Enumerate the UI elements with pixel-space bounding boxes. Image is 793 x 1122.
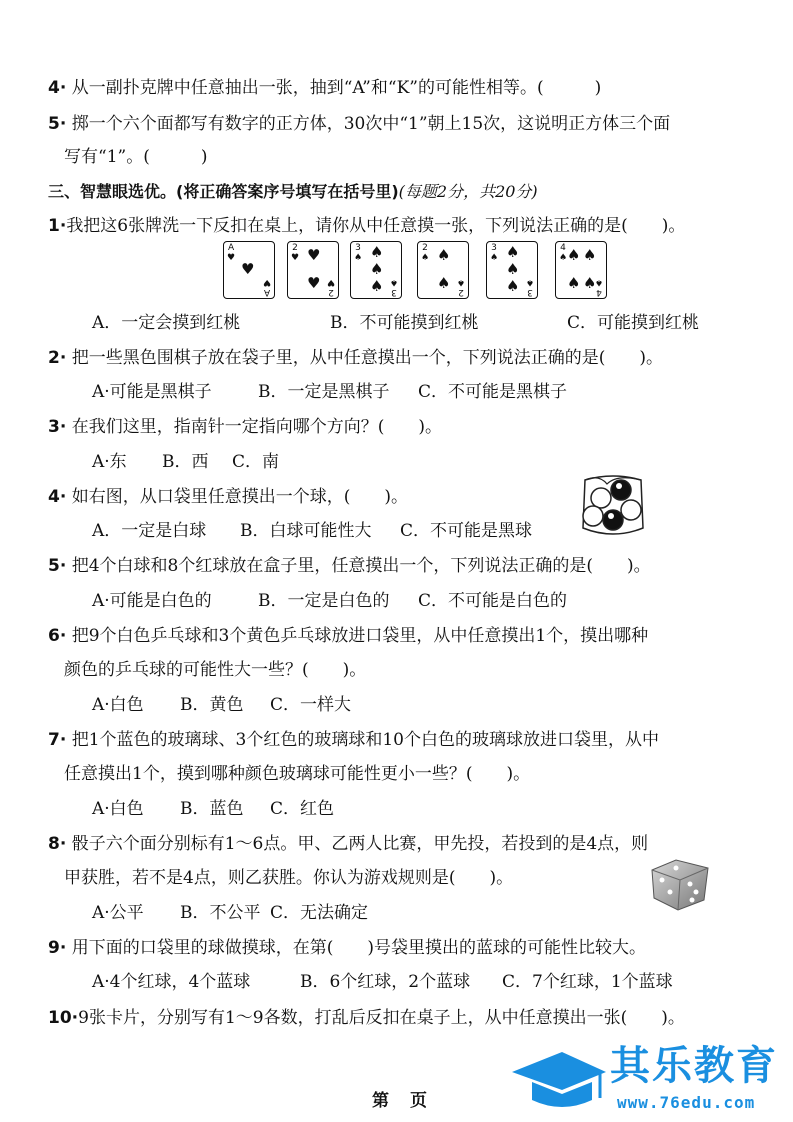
question-3: 3· 在我们这里，指南针一定指向哪个方向？( )。 xyxy=(48,417,442,437)
option-b: B．6个红球，2个蓝球 xyxy=(300,972,471,992)
question-number: 1 xyxy=(48,216,60,236)
question-number: 5 xyxy=(48,114,60,134)
option-c: C．可能摸到红桃 xyxy=(567,313,700,333)
question-1: 1·我把这6张牌洗一下反扣在桌上，请你从中任意摸一张，下列说法正确的是( )。 xyxy=(48,216,686,236)
playing-card: 2 ♥ ♥ ♥ 2 ♥ xyxy=(287,241,339,299)
option-c: C．无法确定 xyxy=(270,903,369,923)
suit-icon: ♠ xyxy=(506,260,520,278)
option-a: A·白色 xyxy=(92,799,144,819)
ball-bag-illustration xyxy=(577,470,649,542)
option-b: B．一定是黑棋子 xyxy=(258,382,390,402)
option-b: B．白球可能性大 xyxy=(240,521,372,541)
option-a: A·可能是白色的 xyxy=(92,591,212,611)
question-text: 我把这6张牌洗一下反扣在桌上，请你从中任意摸一张，下列说法正确的是( )。 xyxy=(66,216,686,236)
suit-icon: ♠ xyxy=(567,274,581,292)
question-4: 4· 如右图，从口袋里任意摸出一个球，( )。 xyxy=(48,487,408,507)
suit-icon: ♠ xyxy=(567,246,581,264)
suit-icon: ♥ xyxy=(307,246,321,264)
section-heading: 三、智慧眼选优。(将正确答案序号填写在括号里) xyxy=(48,182,399,201)
option-b: B．一定是白色的 xyxy=(258,591,390,611)
option-a: A·东 xyxy=(92,452,127,472)
question-6: 6· 把9个白色乒乓球和3个黄色乒乓球放进口袋里，从中任意摸出1个，摸出哪种 xyxy=(48,626,649,646)
section-title xyxy=(48,181,538,203)
question-8: 8· 骰子六个面分别标有1～6点。甲、乙两人比赛，甲先投，若投到的是4点，则 xyxy=(48,834,649,854)
option-c: C．红色 xyxy=(270,799,335,819)
playing-card: 4 ♠ ♠ ♠ ♠ ♠ 4 ♠ xyxy=(555,241,607,299)
suit-icon: ♠ xyxy=(506,243,520,261)
question-6-line2: 颜色的乒乓球的可能性大一些？( )。 xyxy=(64,660,367,680)
question-text: 掷一个六个面都写有数字的正方体，30次中“1”朝上15次，这说明正方体三个面 xyxy=(71,114,671,134)
option-b: B．不公平 xyxy=(180,903,261,923)
option-b: B．黄色 xyxy=(180,695,244,715)
suit-icon: ♠ xyxy=(370,260,384,278)
judge-q4: 4· 从一副扑克牌中任意抽出一张，抽到“A”和“K”的可能性相等。( ) xyxy=(48,78,602,98)
option-b: B．不可能摸到红桃 xyxy=(330,313,479,333)
question-9: 9· 用下面的口袋里的球做摸球，在第( )号袋里摸出的蓝球的可能性比较大。 xyxy=(48,938,646,958)
section-score: (每题2分，共20分) xyxy=(398,182,538,201)
suit-icon: ♠ xyxy=(506,277,520,295)
playing-card: 3 ♠ ♠ ♠ ♠ 3 ♠ xyxy=(350,241,402,299)
question-number: 4 xyxy=(48,78,60,98)
brand-url: www.76edu.com xyxy=(617,1093,756,1112)
option-c: C．7个红球，1个蓝球 xyxy=(502,972,673,992)
option-b: B．蓝色 xyxy=(180,799,244,819)
question-7: 7· 把1个蓝色的玻璃球、3个红色的玻璃球和10个白色的玻璃球放进口袋里，从中 xyxy=(48,730,659,750)
question-5: 5· 把4个白球和8个红球放在盒子里，任意摸出一个，下列说法正确的是( )。 xyxy=(48,556,651,576)
brand-name: 其乐教育 xyxy=(610,1043,778,1089)
playing-card: A ♥ ♥ A ♥ xyxy=(223,241,275,299)
option-c: C．南 xyxy=(232,452,280,472)
suit-icon: ♠ xyxy=(437,246,451,264)
option-a: A．一定是白球 xyxy=(92,521,207,541)
option-a: A·可能是黑棋子 xyxy=(92,382,212,402)
suit-icon: ♠ xyxy=(370,243,384,261)
judge-q5: 5· 掷一个六个面都写有数字的正方体，30次中“1”朝上15次，这说明正方体三个面 xyxy=(48,114,671,134)
question-2: 2· 把一些黑色围棋子放在袋子里，从中任意摸出一个，下列说法正确的是( )。 xyxy=(48,348,663,368)
suit-icon: ♠ xyxy=(583,246,597,264)
suit-icon: ♥ xyxy=(307,274,321,292)
question-text: 从一副扑克牌中任意抽出一张，抽到“A”和“K”的可能性相等。( ) xyxy=(71,78,602,98)
page-footer: 第 页 xyxy=(372,1091,429,1111)
option-a: A·4个红球，4个蓝球 xyxy=(92,972,251,992)
suit-icon: ♥ xyxy=(241,260,255,278)
graduation-cap-icon xyxy=(508,1048,608,1114)
question-7-line2: 任意摸出1个，摸到哪种颜色玻璃球可能性更小一些？( )。 xyxy=(64,764,531,784)
dice-icon xyxy=(648,856,712,912)
option-c: C．不可能是白色的 xyxy=(418,591,568,611)
option-a: A．一定会摸到红桃 xyxy=(92,313,241,333)
option-c: C．不可能是黑棋子 xyxy=(418,382,568,402)
question-10: 10·9张卡片，分别写有1～9各数，打乱后反扣在桌子上，从中任意摸出一张( )。 xyxy=(48,1008,685,1028)
playing-card: 3 ♠ ♠ ♠ ♠ 3 ♠ xyxy=(486,241,538,299)
playing-card: 2 ♠ ♠ ♠ 2 ♠ xyxy=(417,241,469,299)
option-c: C．不可能是黑球 xyxy=(400,521,533,541)
option-c: C．一样大 xyxy=(270,695,352,715)
option-a: A·公平 xyxy=(92,903,144,923)
option-b: B．西 xyxy=(162,452,209,472)
judge-q5-line2: 写有“1”。( ) xyxy=(64,147,208,167)
suit-icon: ♠ xyxy=(370,277,384,295)
suit-icon: ♠ xyxy=(437,274,451,292)
option-a: A·白色 xyxy=(92,695,144,715)
question-8-line2: 甲获胜，若不是4点，则乙获胜。你认为游戏规则是( )。 xyxy=(64,868,514,888)
suit-icon: ♠ xyxy=(583,274,597,292)
